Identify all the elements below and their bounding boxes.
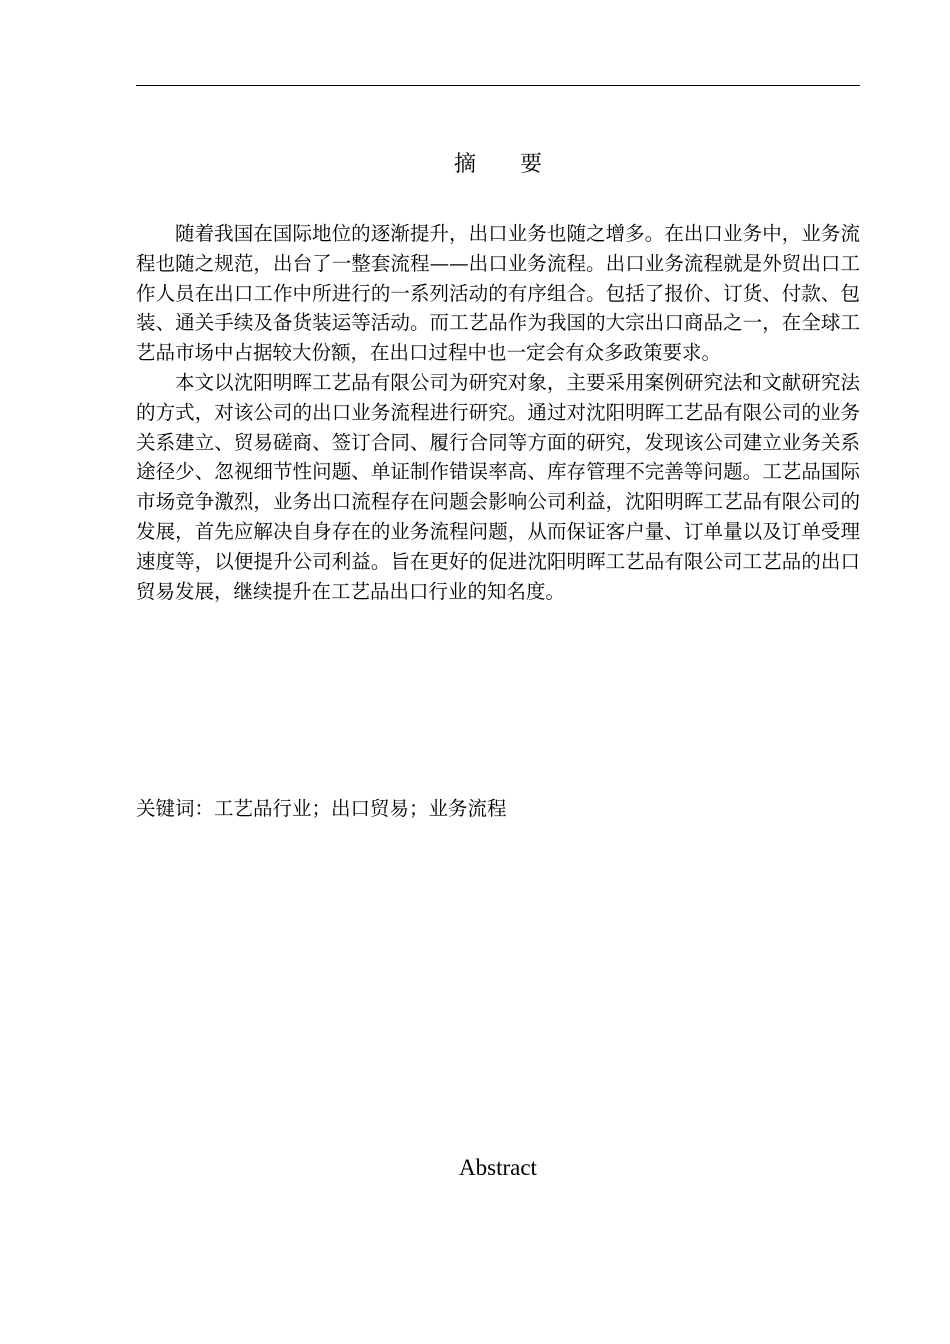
header-rule bbox=[136, 85, 860, 86]
abstract-body bbox=[136, 219, 860, 606]
abstract-paragraph-2: 本文以沈阳明晖工艺品有限公司为研究对象，主要采用案例研究法和文献研究法的方式，对该公司的出口业务流程进行研究。通过对沈阳明晖工艺品有限公司的业务关系建立、贸易磋商、签订合同、履行合同等方面的研究，发现该公司建立业务关系途径少、忽视细节性问题、单证制作错误率高、库存管理不完善等问题。工艺品国际市场竞争激烈，业务出口流程存在问题会影响公司利益，沈阳明晖工艺品有限公司的发展，首先应解决自身存在的业务流程问题，从而保证客户量、订单量以及订单受理速度等，以便提升公司利益。旨在更好的促进沈阳明晖工艺品有限公司工艺品的出口贸易发展，继续提升在工艺品出口行业的知名度。 bbox=[136, 370, 860, 603]
abstract-paragraph-1: 随着我国在国际地位的逐渐提升，出口业务也随之增多。在出口业务中，业务流程也随之规范，出台了一整套流程——出口业务流程。出口业务流程就是外贸出口工作人员在出口工作中所进行的一系列活动的有序组合。包括了报价、订货、付款、包装、通关手续及备货装运等活动。而工艺品作为我国的大宗出口商品之一，在全球工艺品市场中占据较大份额，在出口过程中也一定会有众多政策要求。 bbox=[136, 222, 860, 365]
abstract-title-cn bbox=[136, 148, 860, 182]
keywords-line bbox=[136, 794, 860, 824]
abstract-title-char-2: 要 bbox=[520, 152, 543, 177]
abstract-title-en: Abstract bbox=[459, 1155, 537, 1180]
keywords-text: 工艺品行业；出口贸易；业务流程 bbox=[214, 797, 507, 820]
abstract-title-char-1: 摘 bbox=[453, 152, 476, 177]
keywords-label: 关键词： bbox=[136, 797, 215, 820]
